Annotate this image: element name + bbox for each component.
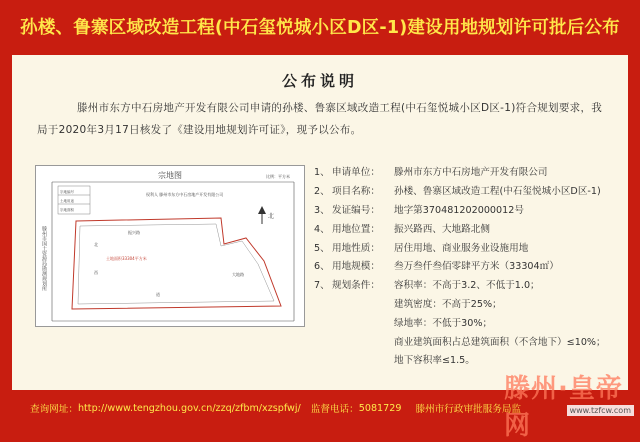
item-number: 7、 — [314, 280, 330, 292]
item-number: 6、 — [314, 261, 330, 273]
item-value: 居住用地、商业服务业设施用地 — [394, 242, 529, 254]
phone-number: 5081729 — [358, 402, 402, 414]
item-value: 滕州市东方中石房地产开发有限公司 — [394, 167, 548, 179]
item-value: 振兴路西、大地路北侧 — [394, 223, 490, 235]
list-item — [314, 275, 619, 294]
planning-condition: 绿地率：不低于30%； — [394, 317, 493, 329]
query-url-link[interactable]: http://www.tengzhou.gov.cn/zzq/zfbm/xzspfwj/ — [77, 402, 301, 414]
item-number: 1、 — [314, 167, 330, 179]
list-item — [314, 237, 619, 256]
site-plan-unit: 比例：平方米 — [266, 174, 290, 179]
road-label: 振兴路 — [128, 230, 140, 235]
legend-row: 宗地面积 — [60, 208, 74, 212]
legend-row: 宗地编号 — [60, 190, 74, 194]
item-label: 发证编号： — [332, 204, 380, 216]
road-label: 大地路 — [232, 272, 244, 277]
item-value: 叁万叁仟叁佰零肆平方米（33304㎡） — [394, 261, 559, 273]
north-label: 北 — [268, 213, 275, 220]
notice-panel — [12, 55, 628, 390]
planning-condition: 商业建筑面积占总建筑面积（不含地下）≤10%； — [394, 336, 606, 348]
item-value: 孙楼、鲁寨区域改造工程(中石玺悦城小区D区-1) — [394, 186, 601, 198]
site-plan-area: 土地面积33304平方米 — [106, 256, 147, 261]
item-value: 地字第370481202000012号 — [394, 204, 524, 216]
notice-paragraph: 滕州市东方中石房地产开发有限公司申请的孙楼、鲁寨区域改造工程(中石玺悦城小区D区-1)符合规划要求，我局于2020年3月17日核发了《建设用地规划许可证》，现予以公布。 — [37, 102, 603, 136]
watermark-url: www.tzfcw.com — [567, 405, 634, 416]
page-title: 孙楼、鲁寨区域改造工程(中石玺悦城小区D区-1)建设用地规划许可批后公布 — [20, 17, 620, 38]
item-label: 申请单位： — [332, 167, 380, 179]
planning-condition: 建筑密度：不高于25%； — [394, 298, 502, 310]
road-label: 道 — [156, 292, 160, 297]
legend-row: 土地用途 — [60, 199, 74, 203]
item-number: 4、 — [314, 223, 330, 235]
site-plan-title: 宗地图 — [158, 171, 182, 180]
list-item — [314, 200, 619, 219]
road-label: 西 — [94, 270, 98, 275]
list-item — [314, 256, 619, 275]
list-item — [314, 162, 619, 181]
url-label: 查询网址： — [30, 404, 78, 415]
item-label: 用地性质： — [332, 242, 380, 254]
item-label: 用地规模： — [332, 261, 380, 273]
site-plan-map — [35, 165, 305, 327]
item-label: 用地位置： — [332, 223, 380, 235]
site-plan-side-label: 滕州市国土资源局勘测规划所 — [41, 226, 47, 291]
item-label: 规划条件： — [332, 280, 380, 292]
list-item — [314, 181, 619, 200]
north-arrow-icon — [258, 206, 266, 214]
notice-title: 公布说明 — [281, 72, 358, 90]
road-label: 北 — [94, 242, 98, 247]
item-number: 5、 — [314, 242, 330, 254]
item-label: 项目名称： — [332, 186, 380, 198]
footer-bar — [0, 394, 640, 422]
phone-label: 监督电话： — [310, 404, 359, 415]
item-number: 2、 — [314, 186, 330, 198]
header-banner — [0, 0, 640, 52]
list-item — [314, 218, 619, 237]
item-value: 容积率：不高于3.2、不低于1.0； — [394, 280, 540, 292]
permit-details-list — [314, 162, 619, 369]
planning-condition: 地下容积率≤1.5。 — [394, 355, 475, 367]
watermark-logo: 滕州·皇帝网 — [504, 374, 623, 441]
supervising-dept: 滕州市行政审批服务局监 — [415, 404, 522, 415]
site-plan-owner: 权利人 滕州市东方中石房地产开发有限公司 — [146, 192, 224, 197]
item-number: 3、 — [314, 204, 330, 216]
